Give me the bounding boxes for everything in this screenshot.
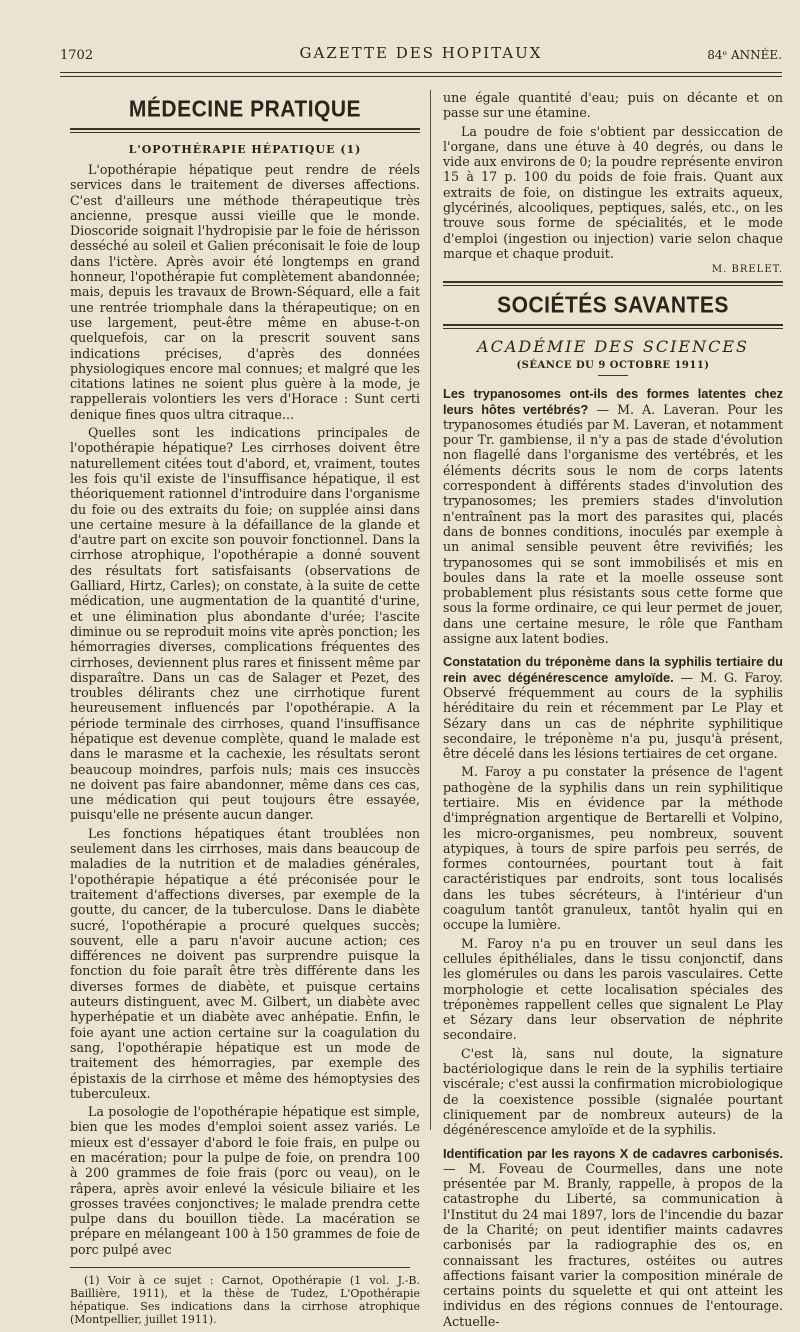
session-date: (SÉANCE DU 9 OCTOBRE 1911) [516,360,710,372]
paragraph: une égale quantité d'eau; puis on décante et on passe sur une étamine. [443,90,783,121]
paragraph: La posologie de l'opothérapie hépatique est simple, bien que les modes d'emploi soient assez variés. Le mieux est d'essayer d'abord le foie frais, en pulpe ou en macération; pour la pulpe de foie, on prendra 100 à 200 grammes de foie frais (porc ou veau), on le râpera, après avoir enlevé la vésicule biliaire et les grosses travées conjonctives; le malade prendra cette pulpe dans du bouillon tiède. La macération se prépare en mélangeant 100 à 150 grammes de foie de porc pulpé avec [70,1104,420,1257]
item-heading: Identification par les rayons X de cadavres carbonisés. [443,1145,783,1161]
header-rule-bottom [60,76,782,77]
item-text: — M. A. Laveran. Pour les trypanosomes étudiés par M. Laveran, et notamment pour Tr. gambiense, il n'y a pas de stade d'évolution non flagellé dans l'organisme des vertébrés, et les éléments décrits sous le nom de corps latents correspondent à différents stades d'involution des trypanosomes; les premiers stades d'involution n'entraînent pas la mort des parasites qui, placés dans de bonnes conditions, inoculés par exemple à un animal sensible peuvent être revivifiés; les trypanosomes qui se sont immobilisés et mis en boules dans la rate et la moelle osseuse sont probablement plus résistants sous cette forme que sous la forme ordinaire, ce qui leur permet de jouer, dans une certaine mesure, le rôle que Fantham assigne aux latent bodies. [443,401,783,647]
header-rule-top [60,72,782,73]
item-text: — M. G. Faroy. Observé fréquemment au cours de la syphilis héréditaire du rein et récemment par Le Play et Sézary dans un cas de néphrite syphilitique secondaire, le tréponème n'a pu, jusqu'à présent, être décelé dans les lésions tertiaires de cet organe. [443,669,783,762]
item-treponeme [443,654,783,761]
journal-title: GAZETTE DES HOPITAUX [299,44,543,62]
paragraph: L'opothérapie hépatique peut rendre de réels services dans le traitement de diverses affections. C'est d'ailleurs une méthode thérapeutique très ancienne, presque aussi vieille que le monde. Dioscoride soignait l'hydropisie par le foie de hérisson desséché au soleil et Galien préconisait le foie de loup dans l'ictère. Après avoir été longtemps en grand honneur, l'opothérapie fut complètement abandonnée; mais, depuis les travaux de Brown-Séquard, elle a fait une rentrée triomphale dans la thérapeutique; on en use largement, peut-être même en abuse-t-on quelquefois, car on la prescrit souvent sans indications précises, d'après des données physiologiques encore mal connues; et malgré que les citations latines ne soient plus guère à la mode, je rappellerais volontiers les vers d'Horace : Sunt certi denique fines quos ultra citraque... [70,162,420,422]
paragraph: Les fonctions hépatiques étant troublées non seulement dans les cirrhoses, mais dans beaucoup de maladies de la nutrition et de maladies générales, l'opothérapie hépatique a été préconisée pour le traitement d'affections diverses, par exemple de la goutte, du cancer, de la tuberculose. Dans le diabète sucré, l'opothérapie a procuré quelques succès; souvent, elle a paru n'avoir aucune action; ces différences ne doivent pas surprendre puisque la fonction du foie paraît être très différente dans les diverses formes de diabète, et puisque certains auteurs distinguent, avec M. Gilbert, un diabète avec hyperhépatie et un diabète avec anhépatie. Enfin, le foie ayant une action certaine sur la coagulation du sang, l'opothérapie hépatique est un mode de traitement des hémorragies, par exemple des épistaxis de la cirrhose et même des hémoptysies des tuberculeux. [70,825,420,1101]
section-rule [70,128,420,133]
section-title-societes: SOCIÉTÉS SAVANTES [497,293,729,319]
paragraph: Quelles sont les indications principales de l'opothérapie hépatique? Les cirrhoses doivent être naturellement citées tout d'abord, et, vraiment, toutes les fois qu'il existe de l'insuffisance hépatique, il est théoriquement rationnel d'introduire dans l'organisme du foie ou des extraits du foie; on supplée ainsi dans une certaine mesure à la défaillance de la glande et d'autre part on excite son pouvoir fonctionnel. Dans la cirrhose atrophique, l'opothérapie a donné souvent des résultats fort satisfaisants (observations de Galliard, Hirtz, Carles); on constate, à la suite de cette médication, une augmentation de la quantité d'urine, et une élimination plus abondante d'urée; l'ascite diminue ou se reproduit moins vite après ponction; les hémorragies diverses, complications fréquentes des cirrhoses, deviennent plus rares et finissent même par disparaître. Dans un cas de Salager et Pezet, des troubles délirants chez une cirrhotique furent heureusement influencés par l'opothérapie. A la période terminale des cirrhoses, quand l'insuffisance hépatique est devenue complète, quand le malade est dans le marasme et la cachexie, les résultats seront beaucoup moindres, parfois nuls; mais ces insuccès ne doivent pas faire abandonner, même dans ces cas, une médication qui peut toujours être essayée, puisqu'elle ne présente aucun danger. [70,425,421,823]
item-trypanosomes [443,386,783,646]
footnote-rule [70,1267,410,1268]
item-heading: Les trypanosomes ont-ils des formes latentes chez leurs hôtes vertébrés? [443,386,783,417]
page-number: 1702 [60,48,94,63]
paragraph: La poudre de foie s'obtient par dessiccation de l'organe, dans une étuve à 40 degrés, ou dans le vide aux environs de 0; la poudre représente environ 15 à 17 p. 100 du poids de foie frais. Quant aux extraits de foie, on distingue les extraits aqueux, glycérinés, alcooliques, peptiques, salés, etc., on les trouve sous forme de spécialités, et le mode d'emploi (ingestion ou injection) varie selon chaque marque et chaque produit. [443,123,783,261]
item-text: — M. Foveau de Courmelles, dans une note présentée par M. Branly, rappelle, à propos de la catastrophe du Liberté, sa communication à l'Institut du 24 mai 1897, lors de l'incendie du bazar de la Charité; on peut identifier maints cadavres carbonisés par la radiographie des os, en connaissant les fractures, ostéites ou autres affections faisant varier la composition minérale de certains points du squelette et qui ont atteint les individus en des régions connues de l'entourage. Actuelle- [443,1160,783,1329]
column-divider [430,90,431,1130]
footnote: (1) Voir à ce sujet : Carnot, Opothérapie (1 vol. J.-B. Baillière, 1911), et la thèse de Tudez, L'Opothérapie hépatique. Ses indications dans la cirrhose atrophique (Montpellier, juillet 1911). [70,1274,420,1327]
short-rule [598,375,628,376]
author-signature: M. BRELET. [711,264,783,276]
paragraph: M. Faroy a pu constater la présence de l'agent pathogène de la syphilis dans un rein syphilitique tertiaire. Mis en évidence par la méthode d'imprégnation argentique de Bertarelli et Volpino, les micro-organismes, peu nombreux, souvent atypiques, à tours de spire parfois peu serrés, de formes contournées, pourtant tout à fait caractéristiques par endroits, sont tous localisés dans les tubes sécréteurs, à l'intérieur d'un coagulum tantôt granuleux, tantôt hyalin qui en occupe la lumière. [443,764,783,933]
left-column [70,90,420,1329]
article-title: L'OPOTHÉRAPIE HÉPATIQUE (1) [128,143,362,156]
item-heading: Constatation du tréponème dans la syphilis tertiaire du rein avec dégénérescence amyloïde. [443,654,783,685]
section-rule [443,281,783,286]
section-rule [443,324,783,329]
section-title-medecine: MÉDECINE PRATIQUE [128,96,362,123]
running-header [60,44,782,66]
journal-year: 84ᵉ ANNÉE. [707,48,782,62]
paragraph: C'est là, sans nul doute, la signature bactériologique dans le rein de la syphilis tertiaire viscérale; c'est aussi la confirmation microbiologique de la coexistence possible (signalée pourtant cliniquement par de nombreux auteurs) de la dégénérescence amyloïde et de la syphilis. [443,1045,784,1138]
academy-title: ACADÉMIE DES SCIENCES [477,337,749,357]
paragraph: M. Faroy n'a pu en trouver un seul dans les cellules épithéliales, dans le tissu conjonctif, dans les glomérules ou dans les parois vasculaires. Cette morphologie et cette localisation spéciales des tréponèmes rappellent celles que signalent Le Play et Sézary dans leur observation de néphrite secondaire. [443,935,783,1043]
item-rayons-x [443,1146,783,1330]
